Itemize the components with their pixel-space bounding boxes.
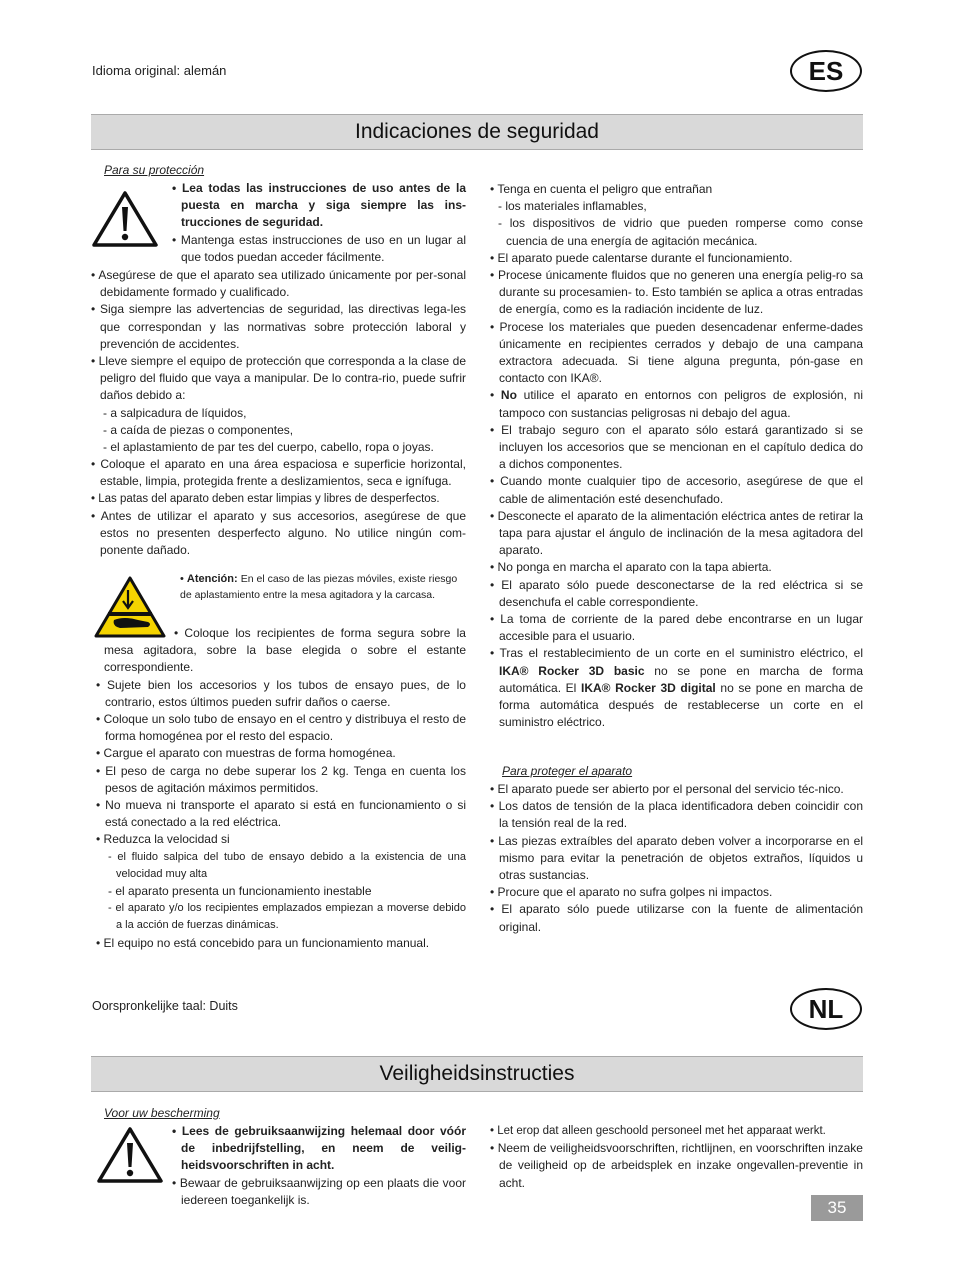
es-protection-label: Para su protección [104,163,205,177]
es-left-column-part2 [96,625,466,952]
list-item: • Coloque el aparato en una área espaciosa e superficie horizontal, estable, limpia, protegida frente a deslizamientos, seca e ignífuga. [91,457,466,489]
nl-section-title: Veiligheidsinstructies [379,1062,575,1085]
list-subitem: - el aparato y/o los recipientes emplazados empiezan a moverse debido a la acción de fuerzas dinámicas. [108,902,466,932]
nl-warning-read-all: • Lees de gebruiksaanwijzing helemaal door vóór de inbedrijfstelling, en neem de veilig-heidsvoorschriften in acht. [172,1124,466,1173]
warning-triangle-icon [96,1126,164,1184]
list-item: • Siga siempre las advertencias de seguridad, las directivas lega-les que correspondan y las normativas sobre protección laboral y prevención de accidentes. [91,302,466,351]
list-item: • Neem de veiligheidsvoorschriften, richtlijnen, en voorschriften inzake de veiligheid op de arbeidsplek en inzake ongevallen-preventie in acht. [490,1141,863,1190]
es-language-badge: ES [790,50,862,92]
list-item: • Reduzca la velocidad si [96,832,230,847]
list-item: • No mueva ni transporte el aparato si está en funcionamiento o si está conectado a la red eléctrica. [96,798,466,830]
list-item: • El equipo no está concebido para un funcionamiento manual. [96,935,430,950]
list-item: • Lleve siempre el equipo de protección que corresponda a la clase de peligro del fluido que vaya a manipular. De lo contra-rio, puede sufrir daños debido a: [91,354,466,403]
list-item: • Tras el restablecimiento de un corte en el suministro eléctrico, el IKA® Rocker 3D basic no se pone en marcha de forma automática. El IKA® Rocker 3D digital no se pone en marcha de forma automática después de restablecerse un corte en el suministro eléctrico. [490,646,864,730]
nl-warning-block [172,1123,466,1209]
list-item: • Antes de utilizar el aparato y sus accesorios, asegúrese de que estos no presenten desperfecto alguno. No utilice ningún com-ponente dañado. [91,508,466,558]
list-item: • Tenga en cuenta el peligro que entrañan [490,182,713,196]
page-number: 35 [811,1195,863,1221]
nl-protection-label: Voor uw bescherming [104,1106,220,1120]
list-item: • Los datos de tensión de la placa identificadora deben coincidir con la tensión real de la red. [490,799,863,831]
es-warning-block [172,180,466,266]
list-item: • Asegúrese de que el aparato sea utilizado únicamente por per-sonal debidamente formado y cualificado. [91,268,466,300]
list-item: • Sujete bien los accesorios y los tubos de ensayo pues, de lo contrario, estos últimos pueden sufrir daños o caerse. [96,677,466,709]
nl-original-language: Oorspronkelijke taal: Duits [92,999,238,1013]
warning-triangle-icon [91,190,159,248]
list-subitem: - los materiales inflamables, [498,199,647,214]
list-item: • Procese los materiales que pueden desencadenar enferme-dades únicamente en recipientes cerrados y debajo de una campana extractora adecuada. Si tiene alguna pregunta, pón-gase en contacto con IKA®. [490,319,863,386]
list-subitem: - el fluido salpica del tubo de ensayo debido a la existencia de una velocidad muy alta [108,850,466,880]
list-item: • El aparato puede calentarse durante el funcionamiento. [490,250,793,265]
es-attention-note: • Atención: En el caso de las piezas móviles, existe riesgo de aplastamiento entre la mesa agitadora y la carcasa. [180,573,458,601]
list-item: • El aparato sólo puede desconectarse de la red eléctrica si se desenchufa el cable correspondiente. [490,577,863,609]
list-item: • Desconecte el aparato de la alimentación eléctrica antes de retirar la tapa para ajustar el ángulo de inclinación de la mesa agitadora del aparato. [490,508,863,558]
list-item: • Las patas del aparato deben estar limpias y libres de desperfectos. [91,492,440,505]
nl-language-badge: NL [790,988,862,1030]
list-item: • Procese únicamente fluidos que no generen una energía pelig-ro sa durante su procesamien- to. Esto también se aplica a otras entradas de energía, como es la radiación incidente de luz. [490,268,864,317]
list-item: • Cuando monte cualquier tipo de accesorio, asegúrese de que el cable de alimentación esté desenchufado. [490,474,863,506]
es-section-title-bar [91,114,863,150]
list-item: • No utilice el aparato en entornos con peligros de explosión, ni tampoco con sustancias peligrosas ni debajo del agua. [490,388,863,420]
list-subitem: - los dispositivos de vidrio que pueden romperse como conse cuencia de una energía de agitación mecánica. [498,216,863,248]
list-subitem: - a caída de piezas o componentes, [103,422,294,437]
list-item: • El peso de carga no debe superar los 2 kg. Tenga en cuenta los pesos de agitación máximos permitidos. [96,763,466,795]
list-subitem: - el aplastamiento de par tes del cuerpo, cabello, ropa o joyas. [103,440,434,455]
nl-section-title-bar [91,1056,863,1092]
list-item: • Procure que el aparato no sufra golpes ni impactos. [490,885,773,900]
nl-warning-keep: • Bewaar de gebruiksaanwijzing op een plaats die voor iedereen toegankelijk is. [172,1175,466,1207]
list-item: • El trabajo seguro con el aparato sólo estará garantizado si se incluyen los accesorios que se mencionan en el capítulo dedica do a dichos componentes. [490,422,863,472]
es-device-list [490,781,863,936]
list-item: • Cargue el aparato con muestras de forma homogénea. [96,746,396,761]
list-item: • La toma de corriente de la pared debe encontrarse en un lugar accesible para el usuario. [490,612,863,644]
list-subitem: - el aparato presenta un funcionamiento inestable [108,884,372,899]
es-section-title: Indicaciones de seguridad [354,120,599,143]
list-item: • Let erop dat alleen geschoold personeel met het apparaat werkt. [490,1125,826,1137]
es-attention-label: Atención: [186,573,238,585]
list-item: • No ponga en marcha el aparato con la tapa abierta. [490,560,772,575]
list-item: • Las piezas extraíbles del aparato deben volver a incorporarse en el mismo para evitar la penetración de objetos extraños, líquidos u otras sustancias. [490,833,863,883]
list-item: • Coloque los recipientes de forma segura sobre la mesa agitadora, sobre la base elegida o sobre el estante correspondiente. [104,626,466,675]
list-subitem: - a salpicadura de líquidos, [103,405,247,420]
nl-right-column [490,1123,863,1192]
es-right-column [490,181,863,732]
list-item: • Coloque un solo tubo de ensayo en el centro y distribuya el resto de forma homogénea por el resto del espacio. [96,712,466,744]
list-item: • El aparato puede ser abierto por el personal del servicio téc-nico. [490,782,844,796]
es-left-column-part1 [91,267,466,559]
es-device-protection-label: Para proteger el aparato [502,764,633,778]
es-original-language: Idioma original: alemán [92,63,227,78]
list-item: • El aparato sólo puede utilizarse con la fuente de alimentación original. [490,902,863,934]
es-warning-read-all: • Lea todas las instrucciones de uso antes de la puesta en marcha y siga siempre las ins-trucciones de seguridad. [172,181,466,230]
es-warning-keep: • Mantenga estas instrucciones de uso en un lugar al que todos puedan acceder fácilmente. [172,232,466,264]
